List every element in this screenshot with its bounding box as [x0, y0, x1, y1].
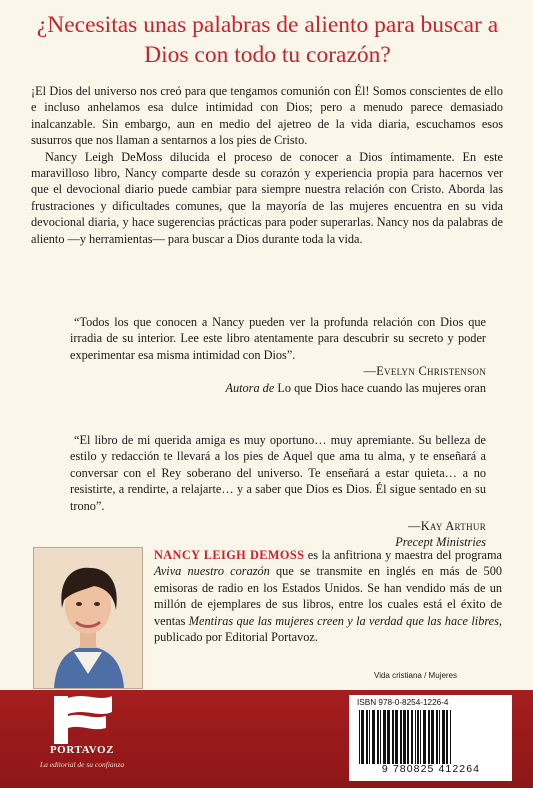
description: [31, 83, 503, 247]
quote-attribution: [70, 363, 486, 396]
barcode-bar: [423, 710, 426, 764]
barcode-bar: [450, 710, 451, 764]
barcode-bar: [431, 710, 434, 764]
isbn-label: ISBN 978-0-8254-1226-4: [357, 698, 449, 707]
portavoz-logo-icon: [46, 690, 116, 748]
quote-author-role-title: Lo que Dios hace cuando las mujeres oran: [277, 380, 486, 395]
quote-text: “El libro de mi querida amiga es muy oportuno… muy apremiante. Su belleza de estilo y redacción te llevará a los pies de Aquel que ama tu alma, y te enseñará a conversar con el Rey soberano del universo. Te enseñará a estar quieta… a no resistirte, a rendirte, a relajarte… y a saber que Dios es Dios. Él sigue sentado en su trono”.: [70, 433, 486, 513]
bio-text-2: que se transmite en inglés en más de 500 emisoras de radio en los Estados Unidos. Se han vendido más de un millón de ejemplares de sus libros, entre los cuales está el éxito de ventas: [154, 564, 502, 628]
barcode-bar: [372, 710, 375, 764]
description-paragraph-1: ¡El Dios del universo nos creó para que tengamos comunión con Él! Somos conscientes de ello e incluso anhelamos esa dulce intimidad con Dios; pero a menudo parece demasiado inalcanzable. Sin embargo, aun en medio del ajetreo de la vida diaria, escuchamos esos susurros que nos llaman a sentarnos a los pies de Cristo.: [31, 84, 503, 148]
barcode-bar: [439, 710, 440, 764]
barcode-bar: [436, 710, 438, 764]
barcode-bar: [377, 710, 379, 764]
publisher-tagline: La editorial de su confianza: [39, 760, 125, 769]
barcode-bar: [395, 710, 398, 764]
quote-author: —Kay Arthur: [408, 519, 486, 534]
quote-author-role-prefix: Autora de: [225, 380, 278, 395]
bio-text-3: , publicado por Editorial Portavoz.: [154, 613, 502, 645]
publisher-logo: [30, 676, 134, 788]
barcode-bar: [446, 710, 448, 764]
barcode-bar: [415, 710, 416, 764]
description-paragraph-2: Nancy Leigh DeMoss dilucida el proceso de conocer a Dios íntimamente. En este maravilloso libro, Nancy comparte desde su corazón y experiencia propia para hacernos ver que el devocional diario puede cambiar para siempre nuestra relación con Cristo. Aborda las frustraciones y dificultades comunes, que la mayoría de las mujeres encuentra en su vida devocional diaria, y hace sugerencias prácticas para poder superarlas. Nancy nos da palabras de aliento —y herramientas— para buscar a Dios durante toda la vida.: [31, 149, 503, 246]
endorsement-quote-2: [70, 432, 486, 551]
barcode: [357, 710, 505, 764]
bio-program: Aviva nuestro corazón: [154, 564, 270, 579]
barcode-bar: [403, 710, 406, 764]
quote-text: “Todos los que conocen a Nancy pueden ver la profunda relación con Dios que irradia de su interior. Lee este libro atentamente para descubrir su secreto y poder experimentar esa misma intimidad con Dios”.: [70, 315, 486, 362]
author-bio: [154, 547, 502, 645]
quote-attribution: [70, 518, 486, 551]
barcode-bar: [366, 710, 368, 764]
barcode-bar: [387, 710, 390, 764]
barcode-number: 9 780825 412264: [381, 763, 481, 775]
headline: ¿Necesitas unas palabras de aliento para buscar a Dios con todo tu corazón?: [36, 12, 499, 68]
barcode-bar: [369, 710, 370, 764]
barcode-bar: [392, 710, 394, 764]
barcode-bar: [359, 710, 360, 764]
barcode-panel: [349, 695, 512, 781]
bio-book-title: Mentiras que las mujeres creen y la verdad que las hace libres: [188, 613, 499, 628]
bio-text-1: es la anfitriona y maestra del programa: [304, 548, 502, 562]
author-name: NANCY LEIGH DEMOSS: [154, 548, 305, 562]
barcode-bar: [442, 710, 445, 764]
barcode-bar: [400, 710, 402, 764]
endorsement-quote-1: [70, 314, 486, 396]
quote-author-role-title: Precept Ministries: [395, 535, 486, 550]
barcode-bar: [383, 710, 386, 764]
quote-author: —Evelyn Christenson: [363, 364, 486, 379]
barcode-bar: [428, 710, 430, 764]
category-label: Vida cristiana / Mujeres: [374, 671, 457, 680]
barcode-bar: [417, 710, 419, 764]
author-photo: [33, 547, 143, 689]
publisher-name: PORTAVOZ: [49, 744, 115, 756]
barcode-bar: [411, 710, 413, 764]
barcode-bar: [420, 710, 421, 764]
barcode-bar: [380, 710, 381, 764]
barcode-bar: [407, 710, 409, 764]
barcode-bar: [361, 710, 364, 764]
